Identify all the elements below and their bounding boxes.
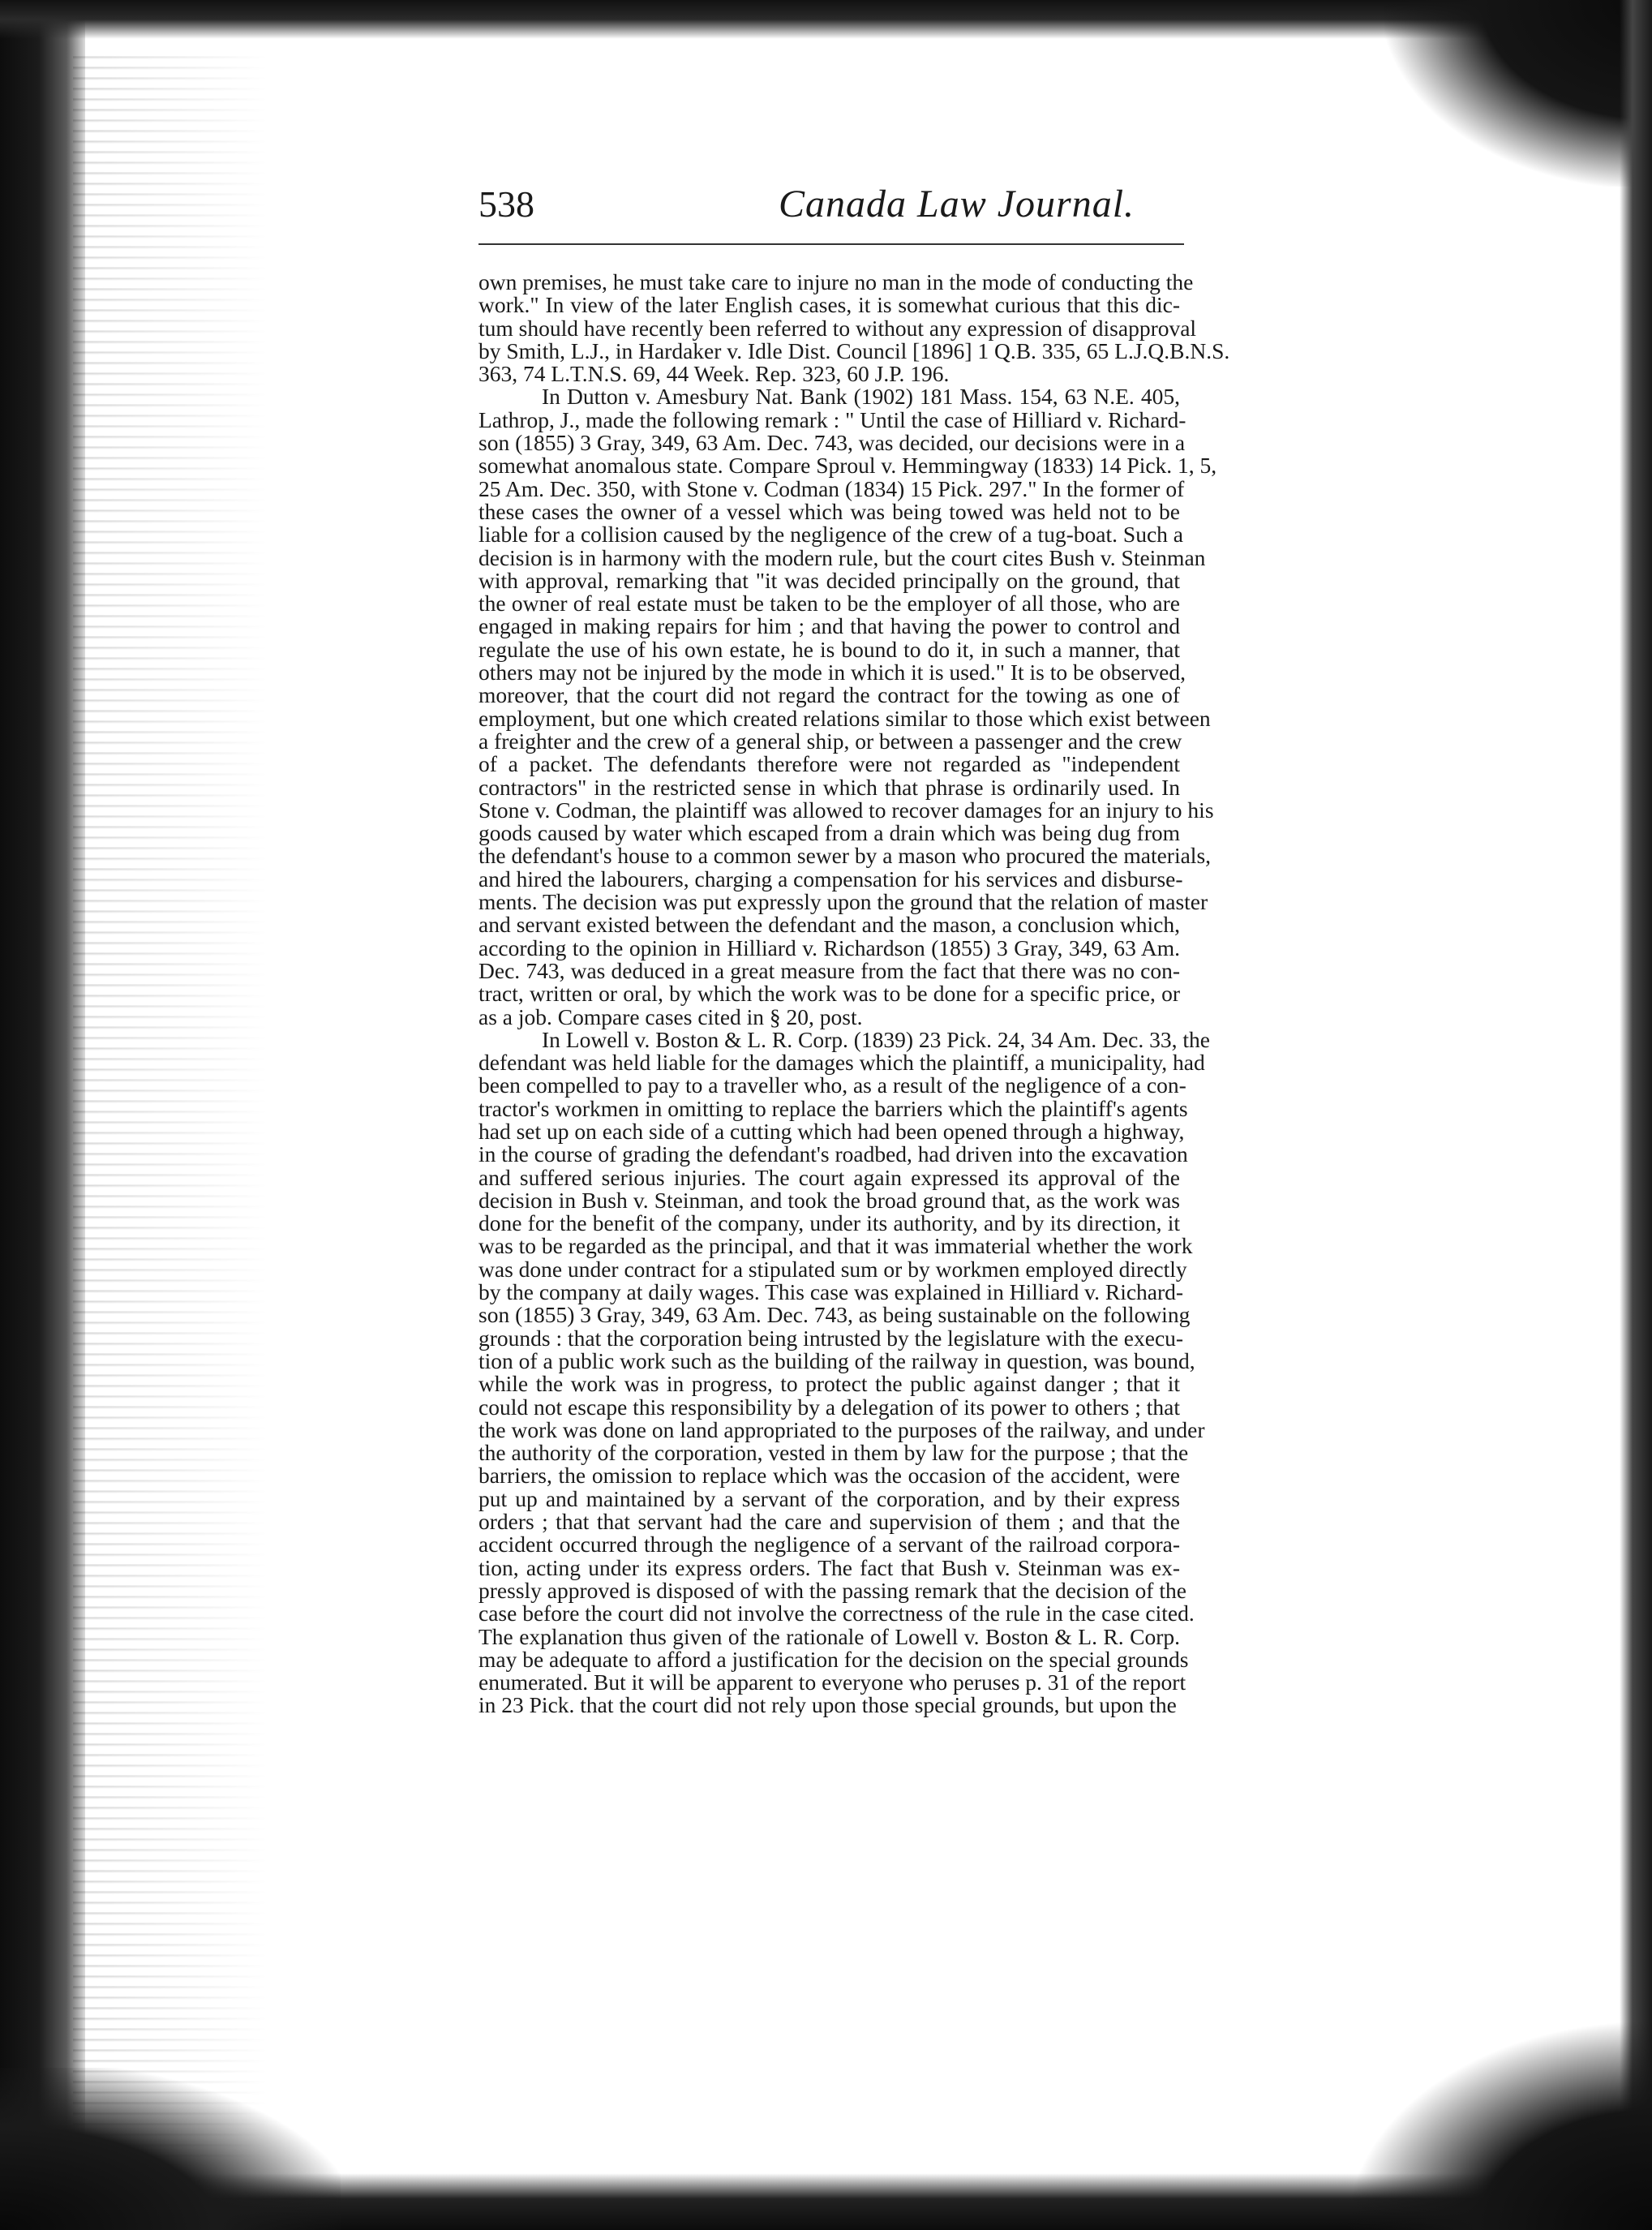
text-line: with approval, remarking that "it was decided principally on the ground, that	[478, 567, 1180, 593]
text-line: these cases the owner of a vessel which was being towed was held not to be	[478, 498, 1180, 524]
text-line: In Dutton v. Amesbury Nat. Bank (1902) 181 Mass. 154, 63 N.E. 405,	[542, 384, 1180, 410]
header-rule	[478, 243, 1184, 245]
text-line: tum should have recently been referred to without any expression of disapproval	[478, 315, 1197, 341]
text-line: and suffered serious injuries. The court again expressed its approval of the	[478, 1164, 1180, 1190]
text-line: Dec. 743, was deduced in a great measure from the fact that there was no con-	[478, 957, 1180, 983]
text-line: put up and maintained by a servant of the corporation, and by their express	[478, 1485, 1180, 1511]
text-line: defendant was held liable for the damages which the plaintiff, a municipality, had	[478, 1050, 1205, 1076]
text-line: 25 Am. Dec. 350, with Stone v. Codman (1834) 15 Pick. 297." In the former of	[478, 475, 1185, 501]
text-line: as a job. Compare cases cited in § 20, post.	[478, 1003, 863, 1029]
text-line: accident occurred through the negligence of a servant of the railroad corpora-	[478, 1532, 1180, 1558]
text-line: the authority of the corporation, vested in them by law for the purpose ; that the	[478, 1440, 1189, 1466]
scan-corner-bottom-right	[1344, 2019, 1652, 2230]
text-line: may be adequate to afford a justification for the decision on the special grounds	[478, 1646, 1189, 1672]
text-line: while the work was in progress, to protect the public against danger ; that it	[478, 1371, 1180, 1397]
text-line: goods caused by water which escaped from a drain which was being dug from	[478, 820, 1180, 846]
text-line: Lathrop, J., made the following remark : " Until the case of Hilliard v. Richard-	[478, 406, 1186, 432]
text-line: and hired the labourers, charging a compensation for his services and disburse-	[478, 866, 1183, 892]
text-line: could not escape this responsibility by a delegation of its power to others ; that	[478, 1394, 1180, 1420]
body-text	[478, 269, 1230, 1718]
text-line: pressly approved is disposed of with the passing remark that the decision of the	[478, 1577, 1186, 1603]
text-line: according to the opinion in Hilliard v. Richardson (1855) 3 Gray, 349, 63 Am.	[478, 935, 1180, 960]
text-line: moreover, that the court did not regard the contract for the towing as one of	[478, 682, 1180, 708]
text-line: others may not be injured by the mode in which it is used." It is to be observed,	[478, 660, 1186, 685]
text-line: 363, 74 L.T.N.S. 69, 44 Week. Rep. 323, 60 J.P. 196.	[478, 361, 950, 387]
text-line: engaged in making repairs for him ; and that having the power to control and	[478, 613, 1180, 639]
text-line: the owner of real estate must be taken to be the employer of all those, who are	[478, 591, 1180, 617]
text-line: and servant existed between the defendant and the mason, a conclusion which,	[478, 912, 1180, 938]
text-line: a freighter and the crew of a general ship, or between a passenger and the crew	[478, 728, 1182, 754]
text-line: in the course of grading the defendant's roadbed, had driven into the excavation	[478, 1141, 1188, 1167]
text-line: regulate the use of his own estate, he is bound to do it, in such a manner, that	[478, 636, 1180, 662]
text-line: been compelled to pay to a traveller who, as a result of the negligence of a con-	[478, 1072, 1186, 1098]
text-line: The explanation thus given of the rationale of Lowell v. Boston & L. R. Corp.	[478, 1623, 1180, 1649]
text-line: case before the court did not involve the correctness of the rule in the case cited.	[478, 1601, 1195, 1626]
text-line: had set up on each side of a cutting which had been opened through a highway,	[478, 1118, 1185, 1144]
text-line: liable for a collision caused by the negligence of the crew of a tug-boat. Such a	[478, 522, 1183, 548]
text-line: ments. The decision was put expressly upon the ground that the relation of master	[478, 889, 1208, 915]
text-line: the defendant's house to a common sewer by a mason who procured the materials,	[478, 843, 1212, 869]
scan-edge-right	[1620, 0, 1652, 2230]
text-line: In Lowell v. Boston & L. R. Corp. (1839) 23 Pick. 24, 34 Am. Dec. 33, the	[542, 1026, 1210, 1052]
text-line: tractor's workmen in omitting to replace the barriers which the plaintiff's agents	[478, 1095, 1188, 1121]
text-line: done for the benefit of the company, under its authority, and by its direction, it	[478, 1210, 1180, 1236]
text-line: decision is in harmony with the modern rule, but the court cites Bush v. Steinman	[478, 544, 1206, 570]
scan-streaks	[73, 49, 268, 2158]
text-line: son (1855) 3 Gray, 349, 63 Am. Dec. 743, as being sustainable on the following	[478, 1302, 1191, 1328]
text-line: own premises, he must take care to injure no man in the mode of conducting the	[478, 269, 1194, 294]
text-line: grounds : that the corporation being intrusted by the legislature with the execu-	[478, 1325, 1184, 1351]
text-line: work." In view of the later English cases, it is somewhat curious that this dic-	[478, 292, 1180, 318]
text-line: tion of a public work such as the building of the railway in question, was bound,	[478, 1347, 1195, 1373]
text-line: was to be regarded as the principal, and that it was immaterial whether the work	[478, 1233, 1193, 1259]
text-line: enumerated. But it will be apparent to everyone who peruses p. 31 of the report	[478, 1669, 1186, 1695]
text-line: by Smith, L.J., in Hardaker v. Idle Dist. Council [1896] 1 Q.B. 335, 65 L.J.Q.B.N.S.	[478, 337, 1230, 363]
text-line: contractors" in the restricted sense in which that phrase is ordinarily used. In	[478, 774, 1180, 800]
text-line: of a packet. The defendants therefore were not regarded as "independent	[478, 751, 1180, 777]
scan-corner-top-right	[1384, 0, 1652, 187]
text-line: son (1855) 3 Gray, 349, 63 Am. Dec. 743, was decided, our decisions were in a	[478, 430, 1186, 456]
text-line: the work was done on land appropriated to the purposes of the railway, and under	[478, 1416, 1205, 1442]
text-line: tract, written or oral, by which the work was to be done for a specific price, or	[478, 981, 1180, 1007]
text-line: Stone v. Codman, the plaintiff was allowed to recover damages for an injury to his	[478, 797, 1214, 823]
text-line: employment, but one which created relations similar to those which exist between	[478, 705, 1211, 731]
text-line: barriers, the omission to replace which was the occasion of the accident, were	[478, 1463, 1180, 1489]
page-header	[478, 180, 1184, 237]
running-title: Canada Law Journal.	[779, 183, 1135, 226]
text-line: in 23 Pick. that the court did not rely upon those special grounds, but upon the	[478, 1692, 1177, 1718]
text-line: orders ; that that servant had the care and supervision of them ; and that the	[478, 1509, 1180, 1535]
text-line: was done under contract for a stipulated sum or by workmen employed directly	[478, 1256, 1187, 1282]
page-number: 538	[478, 183, 534, 225]
text-line: tion, acting under its express orders. The fact that Bush v. Steinman was ex-	[478, 1554, 1180, 1580]
text-line: by the company at daily wages. This case was explained in Hilliard v. Richard-	[478, 1279, 1184, 1305]
scan-corner-bottom-left	[0, 2068, 341, 2230]
text-line: decision in Bush v. Steinman, and took the broad ground that, as the work was	[478, 1187, 1180, 1213]
text-line: somewhat anomalous state. Compare Sproul v. Hemmingway (1833) 14 Pick. 1, 5,	[478, 453, 1217, 479]
